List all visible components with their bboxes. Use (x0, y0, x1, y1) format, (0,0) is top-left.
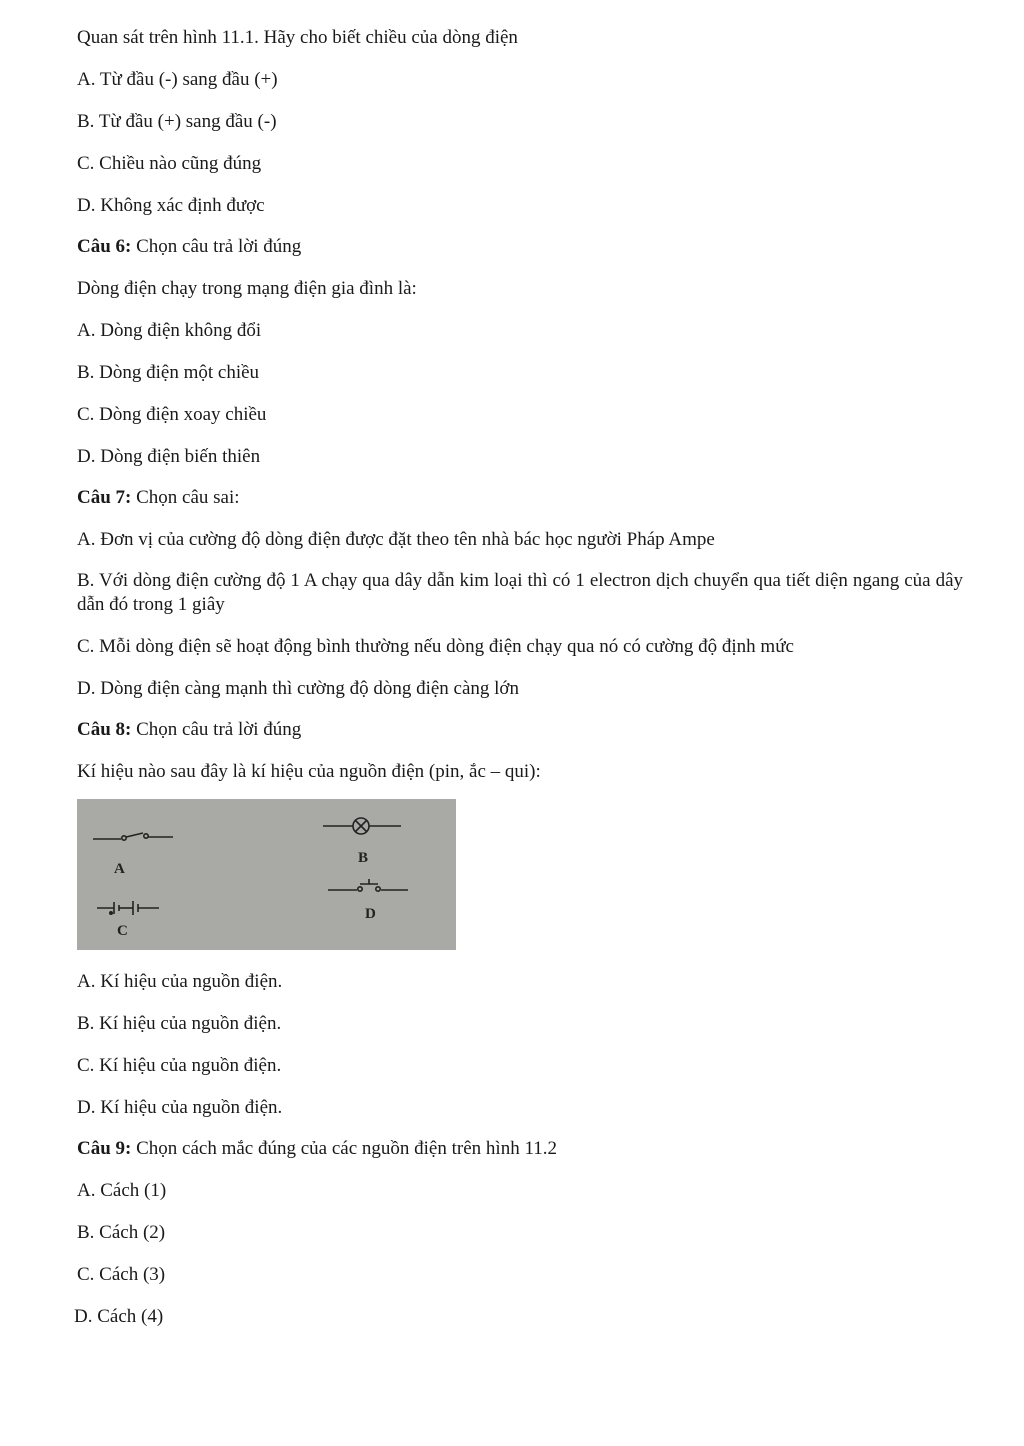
battery-symbol-c (97, 901, 159, 915)
switch-symbol-a (93, 833, 173, 840)
q9-heading (77, 1137, 557, 1161)
q6-option-b: B. Dòng điện một chiều (77, 362, 260, 383)
q5-option-d: D. Không xác định được (77, 195, 265, 216)
q8-option-b: B. Kí hiệu của nguồn điện. (77, 1013, 282, 1034)
q9-option-b: B. Cách (2) (77, 1222, 166, 1243)
q7-option-a: A. Đơn vị của cường độ dòng điện được đặt theo tên nhà bác học người Pháp Ampe (77, 529, 715, 550)
q6-stem: Dòng điện chạy trong mạng điện gia đình là: (77, 278, 417, 299)
q7-instruction: Chọn câu sai: (131, 487, 240, 508)
q6-option-a: A. Dòng điện không đổi (77, 320, 262, 341)
q8-option-a: A. Kí hiệu của nguồn điện. (77, 971, 283, 992)
q7-option-b: B. Với dòng điện cường độ 1 A chạy qua dây dẫn kim loại thì có 1 electron dịch chuyển qua tiết diện ngang của dây dẫn đó trong 1 giây (77, 570, 963, 615)
q8-stem: Kí hiệu nào sau đây là kí hiệu của nguồn điện (pin, ắc – qui): (77, 761, 541, 782)
q8-option-c: C. Kí hiệu của nguồn điện. (77, 1055, 282, 1076)
q8-instruction: Chọn câu trả lời đúng (131, 719, 302, 740)
figure-label-c: C (117, 923, 128, 939)
q9-option-a: A. Cách (1) (77, 1180, 167, 1201)
q9-label: Câu 9: (77, 1138, 132, 1159)
circuit-symbols-drawing (77, 799, 456, 950)
q7-label: Câu 7: (77, 487, 132, 508)
q6-instruction: Chọn câu trả lời đúng (131, 236, 302, 257)
q9-option-d: D. Cách (4) (74, 1306, 164, 1327)
q5-option-c: C. Chiều nào cũng đúng (77, 153, 262, 174)
q9-instruction: Chọn cách mắc đúng của các nguồn điện trên hình 11.2 (131, 1138, 557, 1159)
q5-option-a: A. Từ đầu (-) sang đầu (+) (77, 69, 278, 90)
q7-heading (77, 486, 240, 510)
figure-label-a: A (114, 861, 125, 877)
q5-stem: Quan sát trên hình 11.1. Hãy cho biết chiều của dòng điện (77, 27, 518, 48)
q7-option-d: D. Dòng điện càng mạnh thì cường độ dòng điện càng lớn (77, 678, 519, 699)
lamp-symbol-b (323, 818, 401, 834)
q5-option-b: B. Từ đầu (+) sang đầu (-) (77, 111, 277, 132)
q8-label: Câu 8: (77, 719, 132, 740)
q6-heading (77, 235, 301, 259)
push-button-symbol-d (328, 879, 408, 891)
q6-label: Câu 6: (77, 236, 132, 257)
q8-heading (77, 718, 301, 742)
q8-option-d: D. Kí hiệu của nguồn điện. (77, 1097, 283, 1118)
figure-label-b: B (358, 850, 369, 866)
q6-option-d: D. Dòng điện biến thiên (77, 446, 261, 467)
q6-option-c: C. Dòng điện xoay chiều (77, 404, 267, 425)
figure-label-d: D (365, 906, 376, 922)
q7-option-c: C. Mỗi dòng điện sẽ hoạt động bình thường nếu dòng điện chạy qua nó có cường độ định mức (77, 636, 794, 657)
q9-option-c: C. Cách (3) (77, 1264, 166, 1285)
circuit-symbols-figure (77, 799, 456, 950)
